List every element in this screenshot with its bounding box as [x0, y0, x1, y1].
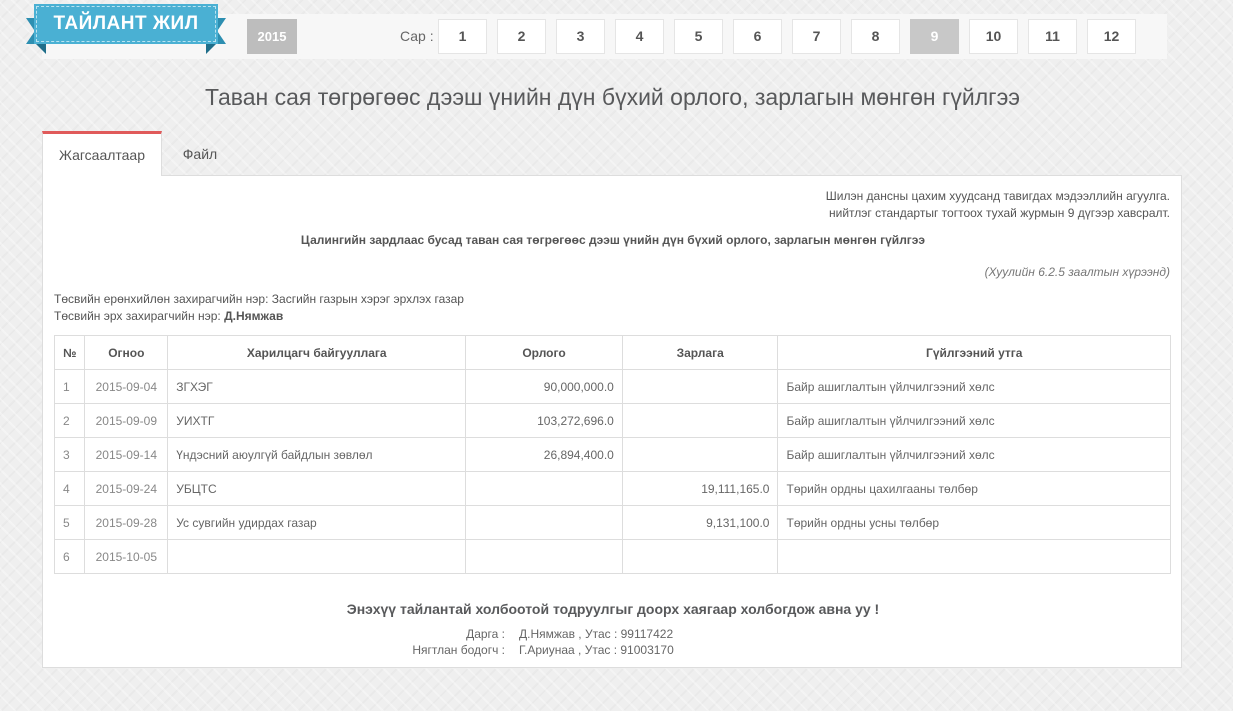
cell-description: Байр ашиглалтын үйлчилгээний хөлс — [778, 370, 1171, 404]
contact-role: Нягтлан бодогч : — [412, 643, 505, 657]
cell-partner: ЗГХЭГ — [168, 370, 466, 404]
cell-income — [466, 472, 623, 506]
content-panel — [42, 175, 1182, 668]
month-button-9[interactable]: 9 — [910, 19, 959, 54]
contact-title: Энэхүү тайлантай холбоотой тодруулгыг доорх хаягаар холбогдож авна уу ! — [346, 601, 880, 617]
column-header-partner: Харилцагч байгууллага — [168, 336, 466, 370]
month-button-2[interactable]: 2 — [497, 19, 546, 54]
cell-description: Байр ашиглалтын үйлчилгээний хөлс — [778, 404, 1171, 438]
cell-income: 90,000,000.0 — [466, 370, 623, 404]
contact-info: Д.Нямжав , Утас : 99117422 — [519, 627, 674, 641]
cell-description: Төрийн ордны цахилгааны төлбөр — [778, 472, 1171, 506]
cell-date: 2015-10-05 — [85, 540, 168, 574]
month-button-10[interactable]: 10 — [969, 19, 1018, 54]
cell-number: 5 — [55, 506, 85, 540]
column-header-description: Гүйлгээний утга — [778, 336, 1171, 370]
month-button-3[interactable]: 3 — [556, 19, 605, 54]
contact-role: Дарга : — [466, 627, 505, 641]
tab-file[interactable]: Файл — [182, 146, 218, 162]
column-header-expense: Зарлага — [622, 336, 778, 370]
report-subtitle: Цалингийн зардлаас бусад таван сая төгрөгөөс дээш үнийн дүн бүхий орлого, зарлагын мөнгөн гүйлгээ — [300, 233, 926, 247]
transactions-table — [54, 335, 1171, 574]
cell-expense: 19,111,165.0 — [622, 472, 778, 506]
regulation-note — [826, 188, 1170, 222]
contact-info: Г.Ариунаа , Утас : 91003170 — [519, 643, 674, 657]
table-row — [55, 438, 1171, 472]
general-manager-value: Засгийн газрын хэрэг эрхлэх газар — [271, 292, 464, 306]
general-manager-label: Төсвийн ерөнхийлөн захирагчийн нэр: — [54, 292, 269, 306]
cell-partner — [168, 540, 466, 574]
table-row — [55, 540, 1171, 574]
month-button-1[interactable]: 1 — [438, 19, 487, 54]
ribbon-fold-right — [206, 44, 216, 54]
table-header-row — [55, 336, 1171, 370]
cell-number: 4 — [55, 472, 85, 506]
tab-list[interactable]: Жагсаалтаар — [42, 131, 162, 176]
month-label: Сар : — [400, 28, 434, 44]
cell-number: 2 — [55, 404, 85, 438]
month-button-4[interactable]: 4 — [615, 19, 664, 54]
regulation-note-line-1: Шилэн дансны цахим хуудсанд тавигдах мэдээллийн агуулга. — [825, 189, 1170, 203]
column-header-income: Орлого — [466, 336, 623, 370]
cell-partner: УИХТГ — [168, 404, 466, 438]
cell-number: 3 — [55, 438, 85, 472]
cell-income — [466, 506, 623, 540]
month-button-12[interactable]: 12 — [1087, 19, 1136, 54]
cell-partner: УБЦТС — [168, 472, 466, 506]
ribbon-fold-left — [36, 44, 46, 54]
cell-date: 2015-09-24 — [85, 472, 168, 506]
cell-expense — [622, 370, 778, 404]
cell-date: 2015-09-04 — [85, 370, 168, 404]
cell-income: 26,894,400.0 — [466, 438, 623, 472]
general-manager — [54, 292, 464, 306]
month-button-5[interactable]: 5 — [674, 19, 723, 54]
month-button-7[interactable]: 7 — [792, 19, 841, 54]
cell-date: 2015-09-09 — [85, 404, 168, 438]
cell-description: Байр ашиглалтын үйлчилгээний хөлс — [778, 438, 1171, 472]
budget-manager-value: Д.Нямжав — [224, 309, 284, 323]
month-button-8[interactable]: 8 — [851, 19, 900, 54]
cell-expense — [622, 404, 778, 438]
month-button-11[interactable]: 11 — [1028, 19, 1077, 54]
logo[interactable] — [26, 4, 226, 60]
budget-manager-label: Төсвийн эрх захирагчийн нэр: — [54, 309, 221, 323]
table-row — [55, 404, 1171, 438]
cell-description: Төрийн ордны усны төлбөр — [778, 506, 1171, 540]
table-row — [55, 370, 1171, 404]
cell-number: 6 — [55, 540, 85, 574]
table-row — [55, 506, 1171, 540]
cell-description — [778, 540, 1171, 574]
year-button[interactable]: 2015 — [247, 19, 297, 54]
page-title: Таван сая төгрөгөөс дээш үнийн дүн бүхий орлого, зарлагын мөнгөн гүйлгээ — [204, 84, 1021, 110]
cell-date: 2015-09-14 — [85, 438, 168, 472]
cell-expense — [622, 438, 778, 472]
cell-income: 103,272,696.0 — [466, 404, 623, 438]
month-button-6[interactable]: 6 — [733, 19, 782, 54]
column-header-date: Огноо — [85, 336, 168, 370]
budget-manager — [54, 309, 283, 323]
cell-date: 2015-09-28 — [85, 506, 168, 540]
logo-text: ТАЙЛАНТ ЖИЛ — [36, 6, 216, 42]
regulation-note-line-2: нийтлэг стандартыг тогтоох тухай журмын 9 дүгээр хавсралт. — [828, 206, 1170, 220]
cell-partner: Үндэсний аюулгүй байдлын зөвлөл — [168, 438, 466, 472]
cell-number: 1 — [55, 370, 85, 404]
cell-expense: 9,131,100.0 — [622, 506, 778, 540]
cell-expense — [622, 540, 778, 574]
table-row — [55, 472, 1171, 506]
law-reference: (Хуулийн 6.2.5 заалтын хүрээнд) — [984, 265, 1170, 279]
column-header-number: № — [55, 336, 85, 370]
cell-income — [466, 540, 623, 574]
cell-partner: Ус сувгийн удирдах газар — [168, 506, 466, 540]
